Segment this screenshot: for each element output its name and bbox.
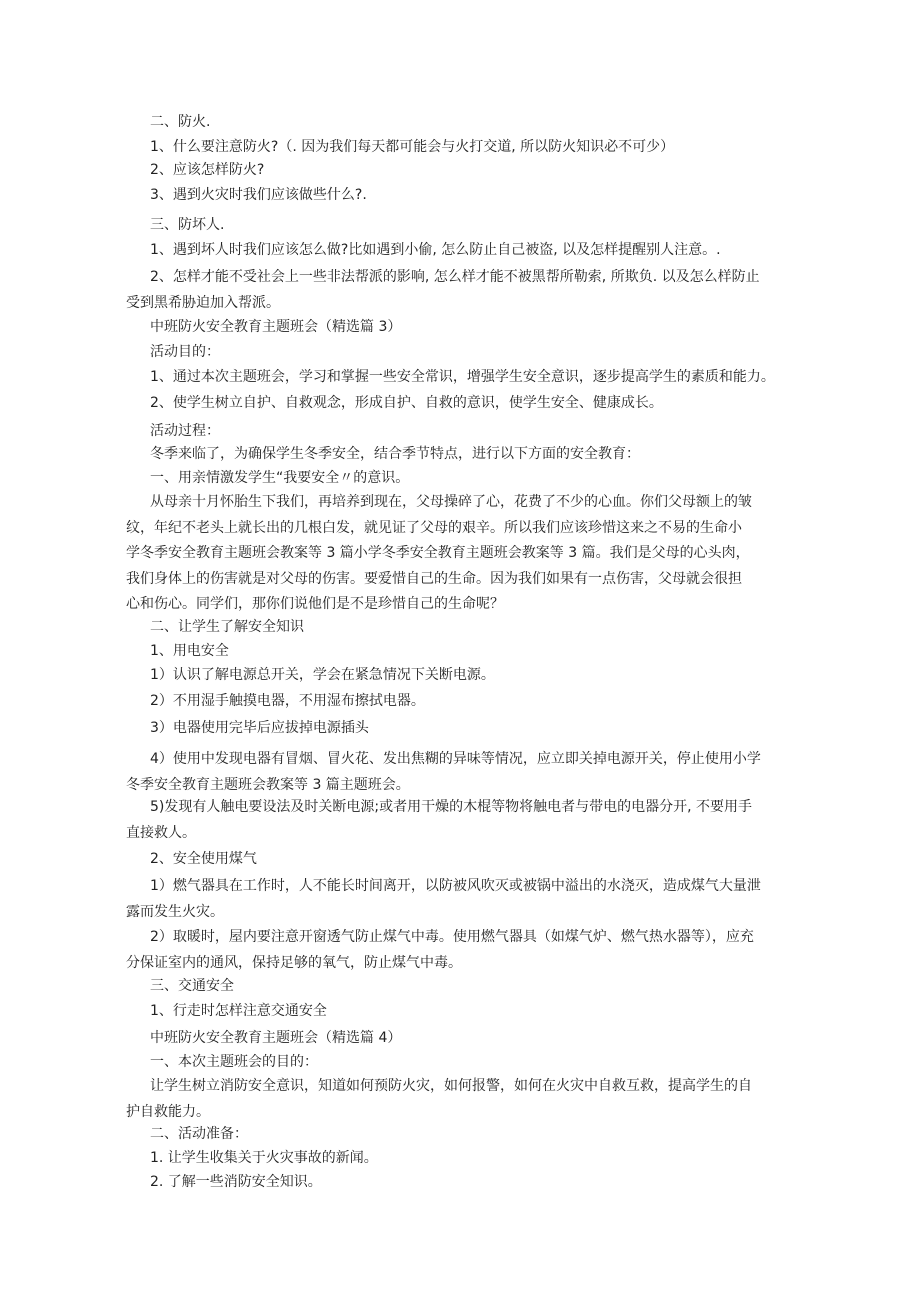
paragraph (126, 847, 806, 873)
paragraph (126, 135, 806, 161)
paragraph (126, 1146, 806, 1172)
text-line: 1、遇到坏人时我们应该怎么做?比如遇到小偷, 怎么防止自己被盗, 以及怎样提醒别人注意。. (150, 242, 721, 258)
text-line: 2、怎样才能不受社会上一些非法帮派的影响, 怎么样才能不被黑帮所勒索, 所欺负. 以及怎么样防止 (150, 269, 760, 285)
text-line: 三、交通安全 (150, 978, 234, 994)
text-line: 3、遇到火灾时我们应该做些什么?. (150, 187, 367, 203)
text-line: 1）燃气器具在工作时，人不能长时间离开，以防被风吹灭或被锅中溢出的水浇灭，造成煤气大量泄 (150, 878, 761, 894)
paragraph (126, 716, 806, 742)
paragraph (126, 419, 806, 445)
paragraph (126, 1170, 806, 1196)
paragraph (126, 747, 806, 798)
paragraph (126, 999, 806, 1025)
text-line: 从母亲十月怀胎生下我们，再培养到现在，父母操碎了心，花费了不少的心血。你们父母额上的皱 (150, 494, 752, 510)
paragraph (126, 1026, 806, 1052)
paragraph (126, 466, 806, 492)
paragraph (126, 391, 806, 417)
paragraph (126, 315, 806, 341)
paragraph (126, 1074, 806, 1125)
paragraph (126, 639, 806, 665)
paragraph (126, 974, 806, 1000)
text-line: 受到黑希胁迫加入帮派。 (126, 294, 280, 311)
paragraph (126, 213, 806, 239)
paragraph (126, 442, 806, 468)
text-line: 我们身体上的伤害就是对父母的伤害。要爱惜自己的生命。因为我们如果有一点伤害，父母就会很担 (126, 570, 742, 587)
text-line: 学冬季安全教育主题班会教案等 3 篇小学冬季安全教育主题班会教案等 3 篇。我们是父母的心头肉， (126, 545, 750, 561)
paragraph (126, 340, 806, 366)
text-line: 2）不用湿手触摸电器，不用湿布擦拭电器。 (150, 693, 425, 709)
text-line: 护自救能力。 (126, 1103, 210, 1120)
text-line: 1、用电安全 (150, 643, 229, 659)
text-line: 一、用亲情激发学生“我要安全〃的意识。 (150, 470, 410, 486)
paragraph (126, 158, 806, 184)
text-line: 4）使用中发现电器有冒烟、冒火花、发出焦糊的异味等情况，应立即关掉电源开关，停止使用小学 (150, 751, 761, 767)
paragraph (126, 615, 806, 641)
text-line: 活动过程： (150, 423, 220, 439)
paragraph (126, 689, 806, 715)
text-line: 让学生树立消防安全意识，知道如何预防火灾，如何报警，如何在火灾中自救互救，提高学生的自 (150, 1078, 752, 1094)
text-line: 2、安全使用煤气 (150, 851, 257, 867)
text-line: 二、防火. (150, 114, 211, 130)
text-line: 2）取暖时，屋内要注意开窗透气防止煤气中毒。使用燃气器具（如煤气炉、燃气热水器等），应充 (150, 929, 754, 945)
text-line: 二、活动准备： (150, 1126, 248, 1142)
paragraph (126, 1122, 806, 1148)
text-line: 1）认识了解电源总开关，学会在紧急情况下关断电源。 (150, 667, 495, 683)
text-line: 冬季安全教育主题班会教案等 3 篇主题班会。 (126, 776, 410, 793)
text-line: 1. 让学生收集关于火灾事故的新闻。 (150, 1150, 378, 1166)
text-line: 2、使学生树立自护、自救观念，形成自护、自救的意识，使学生安全、健康成长。 (150, 395, 663, 411)
paragraph (126, 1050, 806, 1076)
text-line: 中班防火安全教育主题班会（精选篇 3） (150, 319, 402, 335)
text-line: 三、防坏人. (150, 217, 225, 233)
text-line: 2、应该怎样防火? (150, 162, 265, 178)
text-line: 分保证室内的通风，保持足够的氧气，防止煤气中毒。 (126, 954, 462, 971)
paragraph (126, 265, 806, 316)
text-line: 纹，年纪不老头上就长出的几根白发，就见证了父母的艰辛。所以我们应该珍惜这来之不易的生命小 (126, 519, 742, 536)
text-line: 心和伤心。同学们，那你们说他们是不是珍惜自己的生命呢？ (126, 596, 504, 612)
paragraph (126, 795, 806, 846)
text-line: 1、什么要注意防火?（. 因为我们每天都可能会与火打交道, 所以防火知识必不可少） (150, 139, 675, 155)
text-line: 5)发现有人触电要设法及时关断电源;或者用干燥的木棍等物将触电者与带电的电器分开, 不要用手 (150, 799, 752, 815)
paragraph (126, 365, 806, 391)
paragraph (126, 874, 806, 925)
text-line: 1、行走时怎样注意交通安全 (150, 1003, 327, 1019)
text-line: 2. 了解一些消防安全知识。 (150, 1174, 322, 1190)
text-line: 露而发生火灾。 (126, 903, 224, 920)
text-line: 直接救人。 (126, 824, 196, 841)
text-line: 中班防火安全教育主题班会（精选篇 4） (150, 1030, 402, 1046)
text-line: 二、让学生了解安全知识 (150, 619, 304, 635)
text-line: 活动目的： (150, 344, 220, 360)
text-line: 冬季来临了，为确保学生冬季安全，结合季节特点，进行以下方面的安全教育： (150, 446, 640, 462)
text-line: 1、通过本次主题班会，学习和掌握一些安全常识，增强学生安全意识，逐步提高学生的素质和能力。 (150, 369, 775, 385)
paragraph (126, 183, 806, 209)
paragraph (126, 663, 806, 689)
paragraph (126, 925, 806, 976)
text-line: 3）电器使用完毕后应拔掉电源插头 (150, 720, 369, 736)
text-line: 一、本次主题班会的目的： (150, 1054, 318, 1070)
paragraph (126, 490, 806, 618)
paragraph (126, 110, 806, 136)
paragraph (126, 238, 806, 264)
